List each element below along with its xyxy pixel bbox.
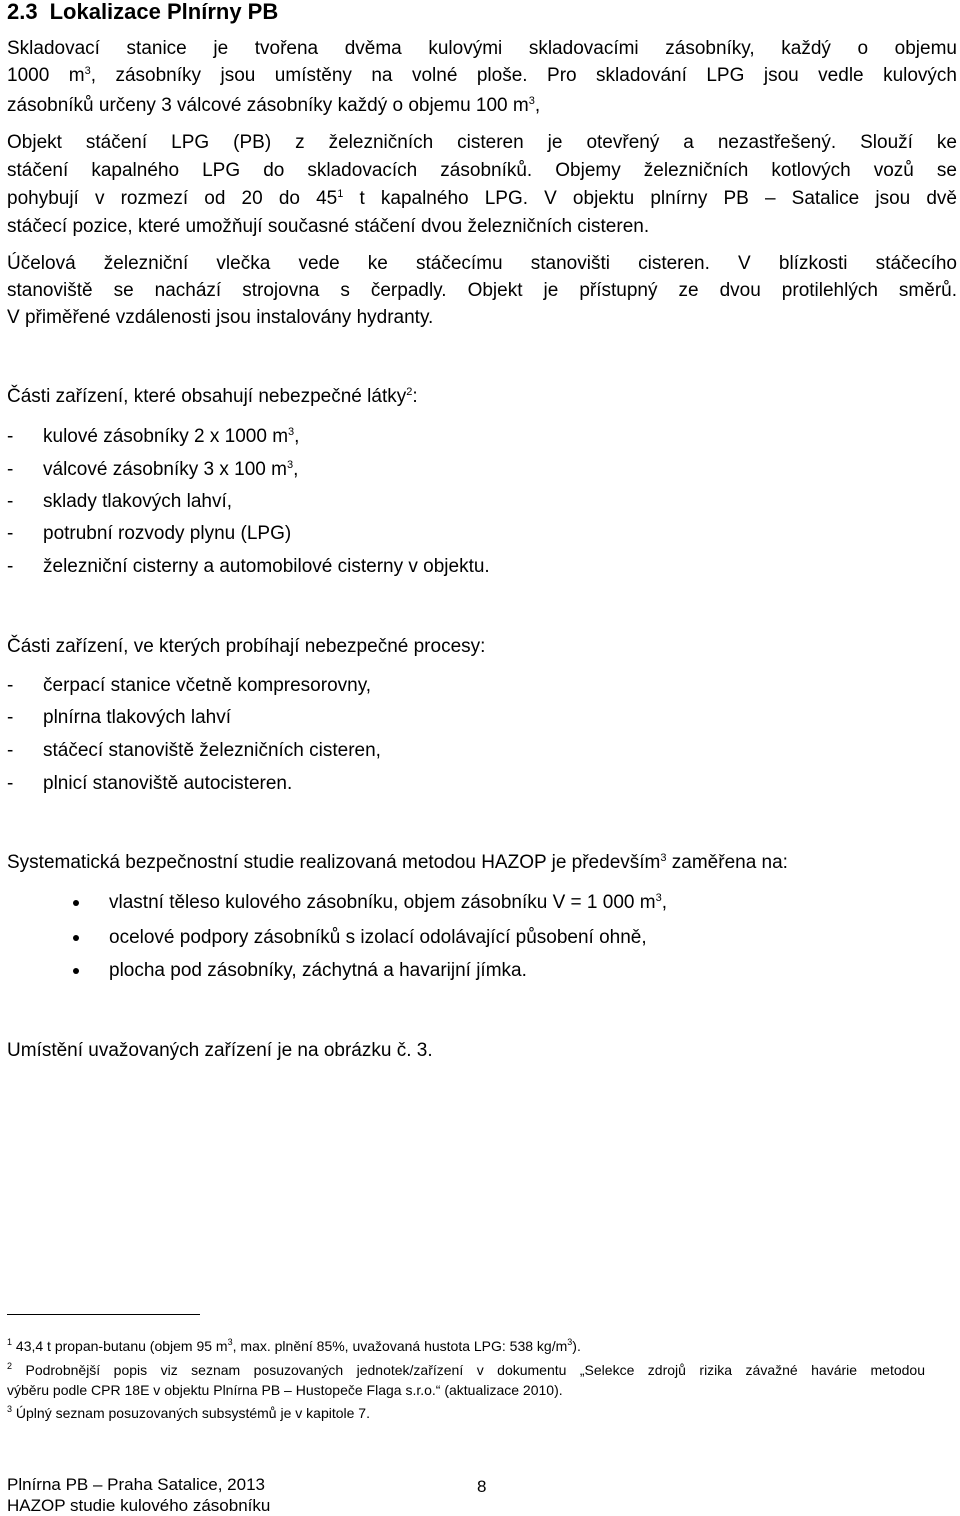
list-item — [7, 522, 957, 546]
footnote-marker: 2 — [7, 1361, 13, 1371]
superscript: 2 — [406, 386, 413, 398]
intro-p2-line4: stáčecí pozice, které umožňují současné stáčení dvou železničních cisteren. — [7, 216, 650, 237]
footnote-marker: 3 — [7, 1404, 13, 1414]
text-run: 1000 m — [7, 65, 85, 86]
text-run: , max. plnění 85%, uvažovaná hustota LPG: 538 kg/m — [232, 1338, 568, 1354]
footer-line1: Plnírna PB – Praha Satalice, 2013 — [7, 1475, 265, 1494]
text-run: zaměřena na: — [666, 852, 788, 873]
footnote-1 — [7, 1337, 581, 1355]
footnote-3 — [7, 1404, 370, 1422]
superscript: 1 — [337, 188, 344, 200]
list-item — [7, 458, 957, 482]
processes-title: Části zařízení, ve kterých probíhají nebezpečné procesy: — [7, 636, 486, 657]
list-item — [7, 706, 957, 730]
text-run: stáčecí stanoviště železničních cisteren, — [43, 740, 381, 761]
intro-p1-line2 — [7, 64, 957, 88]
text-run: , zásobníky jsou umístěny na volné ploše. Pro skladování LPG jsou vedle kulových — [90, 65, 957, 86]
substances-title — [7, 385, 957, 409]
list-item — [7, 739, 957, 763]
text-run: kulové zásobníky 2 x 1000 m — [43, 426, 289, 447]
text-run: železniční cisterny a automobilové cisterny v objektu. — [43, 556, 490, 577]
text-run: , — [294, 426, 300, 447]
bullet-item — [109, 891, 667, 915]
footnote-divider — [7, 1314, 200, 1315]
study-title — [7, 851, 957, 875]
text-run: : — [412, 386, 418, 407]
text-run: Části zařízení, které obsahují nebezpečné látky — [7, 386, 407, 407]
text-run: zásobníků určeny 3 válcové zásobníky každý o objemu 100 m — [7, 95, 529, 116]
list-item — [7, 490, 957, 514]
superscript: 3 — [567, 1337, 573, 1347]
intro-p2-line3 — [7, 187, 957, 211]
text-run: Systematická bezpečnostní studie realizovaná metodou HAZOP je především — [7, 852, 661, 873]
dash-marker: - — [7, 773, 14, 794]
text-run: čerpací stanice včetně kompresorovny, — [43, 675, 372, 696]
text-run: , — [534, 95, 541, 116]
text-run: Úplný seznam posuzovaných subsystémů je v kapitole 7. — [15, 1405, 370, 1421]
text-run: vlastní těleso kulového zásobníku, objem zásobníku V = 1 000 m — [109, 892, 656, 913]
superscript: 3 — [84, 65, 91, 77]
text-run: sklady tlakových lahví, — [43, 491, 233, 512]
bullet-icon — [73, 900, 79, 906]
page-number: 8 — [477, 1477, 487, 1496]
text-run: potrubní rozvody plynu (LPG) — [43, 523, 292, 544]
bullet-icon — [73, 968, 79, 974]
superscript: 3 — [660, 852, 667, 864]
dash-marker: - — [7, 491, 14, 512]
footnote-2-line1 — [7, 1361, 925, 1379]
bullet-icon — [73, 935, 79, 941]
dash-marker: - — [7, 740, 14, 761]
section-title: Lokalizace Plnírny PB — [49, 0, 279, 24]
intro-p2-line2: stáčení kapalného LPG do skladovacích zásobníků. Objemy železničních kotlových vozů se — [7, 160, 957, 181]
text-run: plnírna tlakových lahví — [43, 707, 231, 728]
superscript: 3 — [227, 1337, 233, 1347]
list-item — [7, 674, 957, 698]
intro-p3-line1: Účelová železniční vlečka vede ke stáčecímu stanovišti cisteren. V blízkosti stáčecího — [7, 253, 957, 274]
dash-marker: - — [7, 556, 14, 577]
footnote-2-line2: výběru podle CPR 18E v objektu Plnírna PB – Hustopeče Flaga s.r.o.“ (aktualizace 2010). — [7, 1382, 563, 1398]
bullet-item: ocelové podpory zásobníků s izolací odolávající působení ohně, — [109, 927, 647, 948]
intro-p3-line2: stanoviště se nachází strojovna s čerpadly. Objekt je přístupný ze dvou protilehlých směrů. — [7, 280, 957, 301]
text-run: t kapalného LPG. V objektu plnírny PB – Satalice jsou dvě — [343, 188, 958, 209]
text-run: , — [661, 892, 667, 913]
superscript: 3 — [655, 892, 662, 904]
footer-line2: HAZOP studie kulového zásobníku — [7, 1496, 271, 1515]
dash-marker: - — [7, 707, 14, 728]
section-number: 2.3 — [7, 0, 38, 24]
superscript: 3 — [288, 426, 295, 438]
list-item — [7, 425, 957, 449]
intro-p2-line1: Objekt stáčení LPG (PB) z železničních cisteren je otevřený a nezastřešený. Slouží ke — [7, 132, 957, 153]
superscript: 3 — [286, 459, 294, 471]
bullet-item: plocha pod zásobníky, záchytná a havarijní jímka. — [109, 960, 527, 981]
list-item — [7, 555, 957, 579]
dash-marker: - — [7, 675, 14, 696]
text-run: 43,4 t propan-butanu (objem 95 m — [15, 1338, 228, 1354]
text-run: plnicí stanoviště autocisteren. — [43, 773, 293, 794]
section-heading — [7, 0, 278, 24]
intro-p1-line1: Skladovací stanice je tvořena dvěma kulovými skladovacími zásobníky, každý o objemu — [7, 38, 957, 59]
text-run: Podrobnější popis viz seznam posuzovaných jednotek/zařízení v dokumentu „Selekce zdrojů rizika závažné havárie metodou — [25, 1362, 925, 1378]
intro-p3-line3: V přiměřené vzdálenosti jsou instalovány hydranty. — [7, 307, 434, 328]
placement-note: Umístění uvažovaných zařízení je na obrázku č. 3. — [7, 1040, 433, 1061]
dash-marker: - — [7, 459, 14, 480]
dash-marker: - — [7, 523, 14, 544]
text-run: pohybují v rozmezí od 20 do 45 — [7, 188, 338, 209]
superscript: 3 — [528, 95, 535, 107]
intro-p1-line3 — [7, 94, 957, 118]
text-run: válcové zásobníky 3 x 100 m — [43, 459, 287, 480]
list-item — [7, 772, 957, 796]
text-run: ). — [572, 1338, 581, 1354]
footnote-marker: 1 — [7, 1337, 13, 1347]
text-run: , — [293, 459, 299, 480]
dash-marker: - — [7, 426, 14, 447]
